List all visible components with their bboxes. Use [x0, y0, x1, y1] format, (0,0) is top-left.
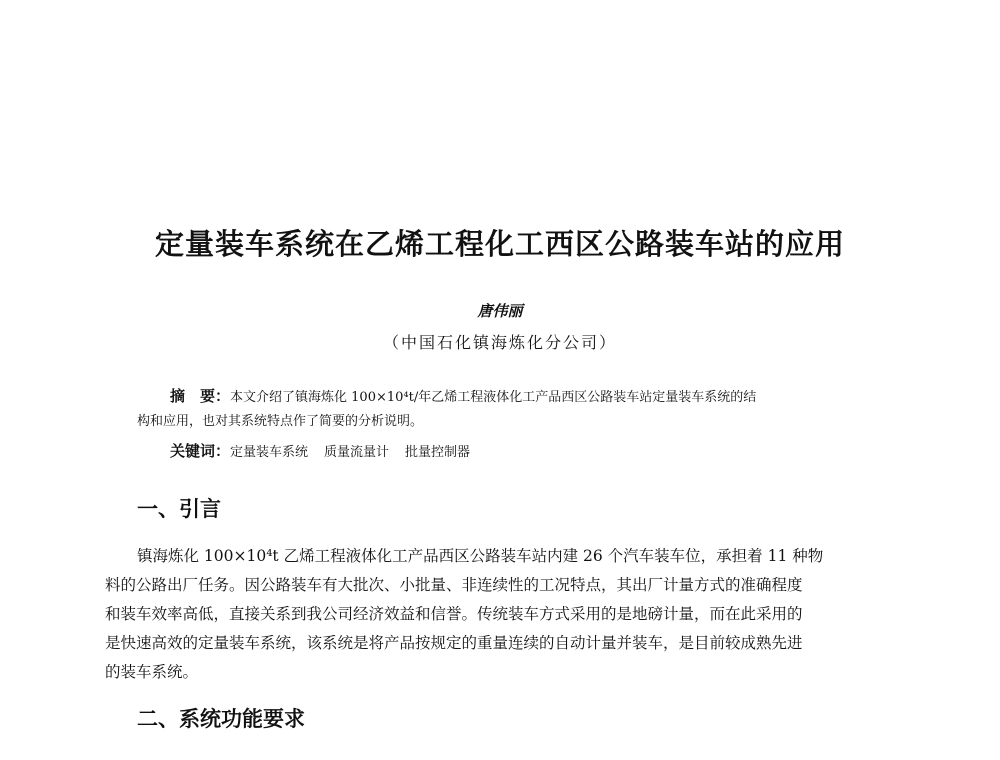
paper-title: 定量装车系统在乙烯工程化工西区公路装车站的应用 [154, 227, 845, 261]
paragraph-line: 是快速高效的定量装车系统，该系统是将产品按规定的重量连续的自动计量并装车，是目前较成熟先进 [105, 634, 803, 652]
section-heading-system-requirements: 二、系统功能要求 [137, 707, 305, 731]
abstract-line-2: 构和应用，也对其系统特点作了简要的分析说明。 [137, 414, 424, 429]
paragraph-line: 的装车系统。 [105, 663, 199, 681]
abstract-text-1: 本文介绍了镇海炼化 100×10⁴t/年乙烯工程液体化工产品西区公路装车站定量装车系统的结 [230, 390, 757, 405]
section-heading-introduction: 一、引言 [137, 497, 221, 521]
keyword-2: 质量流量计 [324, 445, 390, 460]
keyword-1: 定量装车系统 [230, 445, 309, 460]
author-affiliation: （中国石化镇海炼化分公司） [382, 333, 617, 352]
abstract-line-1 [170, 385, 756, 406]
keywords [170, 440, 470, 461]
paragraph-line: 料的公路出厂任务。因公路装车有大批次、小批量、非连续性的工况特点，其出厂计量方式的准确程度 [105, 576, 803, 594]
author-name: 唐伟丽 [477, 302, 523, 320]
abstract-label: 摘 要： [170, 387, 231, 405]
paragraph-line: 和装车效率高低，直接关系到我公司经济效益和信誉。传统装车方式采用的是地磅计量，而在此采用的 [105, 605, 803, 623]
keyword-3: 批量控制器 [405, 445, 471, 460]
keywords-label: 关键词： [170, 442, 231, 460]
paragraph-line: 镇海炼化 100×10⁴t 乙烯工程液体化工产品西区公路装车站内建 26 个汽车装车位，承担着 11 种物 [137, 547, 824, 565]
